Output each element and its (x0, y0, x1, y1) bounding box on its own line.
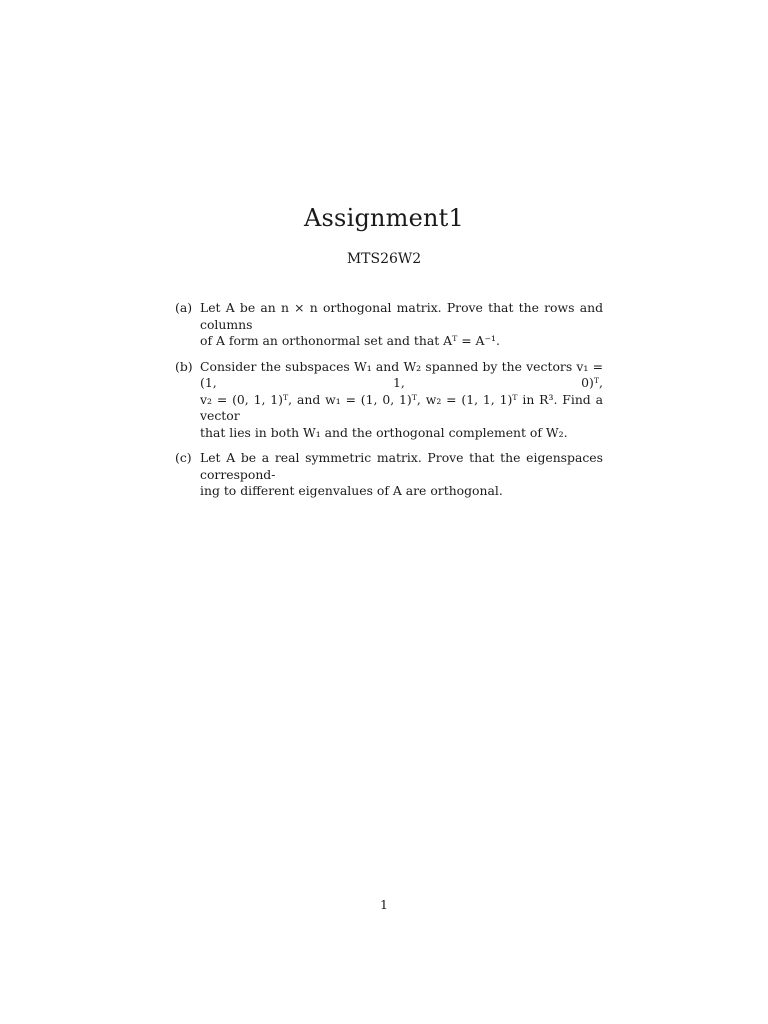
problem-marker: (c) (175, 450, 192, 465)
document-title: Assignment1 (304, 204, 464, 232)
problem-line: Consider the subspaces W₁ and W₂ spanned by the vectors v₁ = (1, 1, 0)ᵀ, (200, 358, 603, 390)
problem-b (175, 359, 603, 442)
problem-marker: (b) (175, 358, 193, 374)
problem-c (175, 450, 603, 500)
problem-marker: (a) (175, 300, 193, 315)
problem-line: v₂ = (0, 1, 1)ᵀ, and w₁ = (1, 0, 1)ᵀ, w₂ = (1, 1, 1)ᵀ in R³. Find a vector (200, 391, 603, 423)
page-number: 1 (380, 897, 388, 912)
problem-list (175, 300, 603, 509)
problem-line: that lies in both W₁ and the orthogonal complement of W₂. (200, 424, 568, 440)
document-subtitle: MTS26W2 (346, 251, 422, 267)
problem-text (200, 300, 603, 350)
problem-line: ing to different eigenvalues of A are orthogonal. (200, 483, 503, 498)
problem-a (175, 300, 603, 350)
problem-text (200, 450, 603, 500)
problem-line: of A form an orthonormal set and that Aᵀ = A⁻¹. (200, 333, 500, 348)
problem-line: Let A be an n × n orthogonal matrix. Prove that the rows and columns (200, 300, 603, 332)
problem-text (200, 359, 603, 442)
problem-line: Let A be a real symmetric matrix. Prove that the eigenspaces correspond- (200, 450, 603, 482)
